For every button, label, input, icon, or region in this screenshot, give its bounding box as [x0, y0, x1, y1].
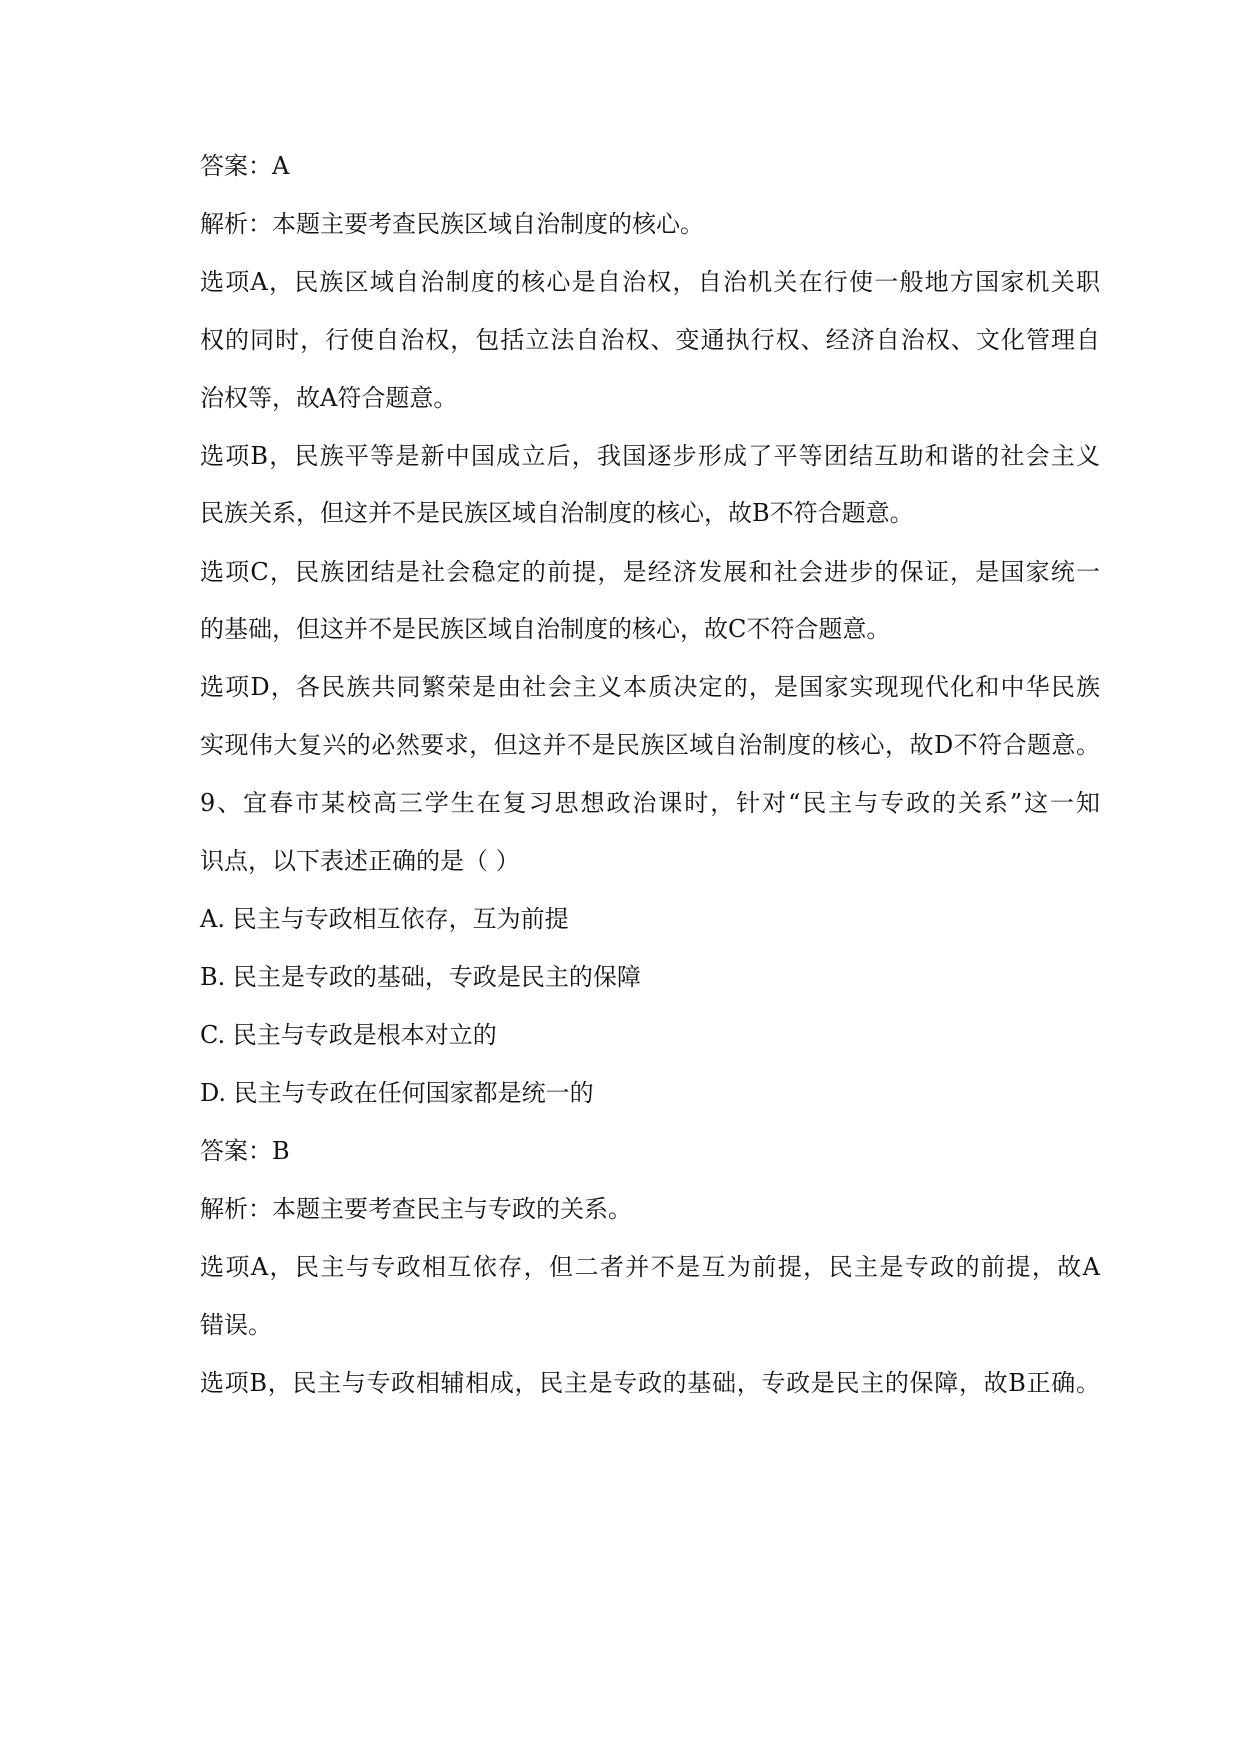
option-b-explanation-line-1: 选项B，民族平等是新中国成立后，我国逐步形成了平等团结互助和谐的社会主义 [200, 442, 1100, 470]
question-9-option-b: B. 民主是专政的基础，专政是民主的保障 [200, 963, 641, 991]
option-c-explanation-line-1: 选项C，民族团结是社会稳定的前提，是经济发展和社会进步的保证，是国家统一 [200, 558, 1100, 586]
question-9-option-b-explanation: 选项B，民主与专政相辅相成，民主是专政的基础，专政是民主的保障，故B正确。 [200, 1369, 1100, 1397]
question-9-option-c: C. 民主与专政是根本对立的 [200, 1021, 497, 1049]
option-b-explanation-line-2: 民族关系，但这并不是民族区域自治制度的核心，故B不符合题意。 [200, 499, 914, 527]
option-a-explanation-line-2: 权的同时，行使自治权，包括立法自治权、变通执行权、经济自治权、文化管理自 [200, 326, 1100, 354]
question-9-answer: 答案：B [200, 1137, 290, 1165]
question-9-option-a: A. 民主与专政相互依存，互为前提 [200, 905, 569, 933]
answer-line: 答案：A [200, 152, 290, 180]
question-9-option-a-explanation-line-2: 错误。 [200, 1311, 272, 1339]
question-9-option-a-explanation-line-1: 选项A，民主与专政相互依存，但二者并不是互为前提，民主是专政的前提，故A [200, 1253, 1100, 1281]
analysis-line: 解析：本题主要考查民族区域自治制度的核心。 [200, 210, 704, 238]
option-a-explanation-line-1: 选项A，民族区域自治制度的核心是自治权，自治机关在行使一般地方国家机关职 [200, 268, 1100, 296]
option-c-explanation-line-2: 的基础，但这并不是民族区域自治制度的核心，故C不符合题意。 [200, 615, 891, 643]
question-9-line-1: 9、宜春市某校高三学生在复习思想政治课时，针对“民主与专政的关系”这一知 [200, 789, 1100, 817]
question-9-line-2: 识点，以下表述正确的是（ ） [200, 847, 520, 875]
option-a-explanation-line-3: 治权等，故A符合题意。 [200, 384, 458, 412]
option-d-explanation-line-2: 实现伟大复兴的必然要求，但这并不是民族区域自治制度的核心，故D不符合题意。 [200, 731, 1100, 759]
option-d-explanation-line-1: 选项D，各民族共同繁荣是由社会主义本质决定的，是国家实现现代化和中华民族 [200, 673, 1100, 701]
question-9-option-d: D. 民主与专政在任何国家都是统一的 [200, 1079, 594, 1107]
question-9-analysis: 解析：本题主要考查民主与专政的关系。 [200, 1195, 632, 1223]
